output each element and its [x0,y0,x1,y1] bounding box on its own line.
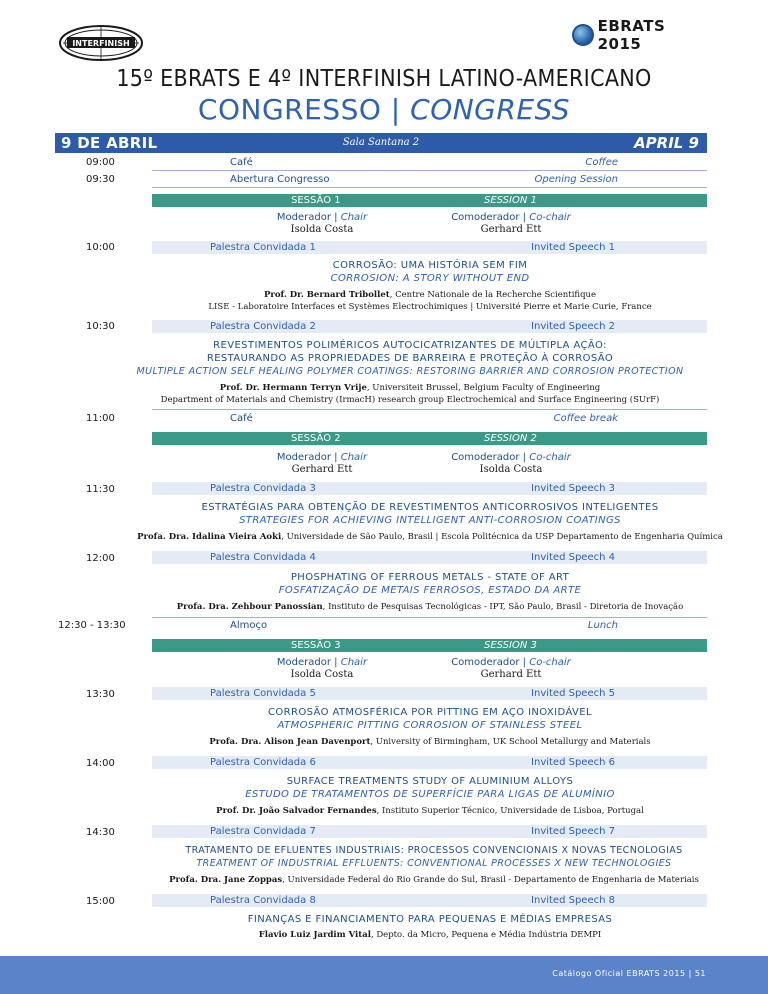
mod-role-en: Chair [340,452,368,463]
speech-label-en: Invited Speech 8 [531,895,615,906]
comoderator: Comoderador | Co-chair Gerhard Ett [446,212,576,235]
page-footer [0,956,768,994]
speech-bar [152,241,707,254]
mod-role-en: Chair [340,657,368,668]
divider [152,170,707,171]
talk-title-en: CORROSION: A STORY WITHOUT END [330,273,530,284]
speaker [60,382,760,406]
speaker-name: Profa. Dra. Zehbour Panossian [176,602,323,612]
talk-title-en: FOSFATIZAÇÃO DE METAIS FERROSOS, ESTADO DA ARTE [278,585,582,596]
speaker-name: Prof. Dr. Hermann Terryn Vrije [219,383,367,393]
speaker [90,531,768,543]
speaker [120,289,740,313]
time-label: 10:00 [86,242,115,253]
divider [152,617,707,618]
row-label-pt: Abertura Congresso [230,174,330,185]
speaker-name: Prof. Dr. João Salvador Fernandes [216,806,377,816]
speaker [120,601,740,613]
talk-title-en: ATMOSPHERIC PITTING CORROSION OF STAINLESS STEEL [277,720,583,731]
interfinish-logo [58,24,144,62]
speaker [120,929,740,941]
speech-label-pt: Palestra Convidada 6 [210,757,316,768]
session-pt: SESSÃO 3 [291,640,341,651]
mod-name: Isolda Costa [290,669,354,680]
comod-role: Comoderador [451,657,520,668]
mod-name: Isolda Costa [290,224,354,235]
time-label: 10:30 [86,321,115,332]
talk-block [120,571,740,613]
comod-role: Comoderador [451,212,520,223]
room-label: Sala Santana 2 [342,137,420,148]
talk-title-pt: ESTRATÉGIAS PARA OBTENÇÃO DE REVESTIMENTOS ANTICORROSIVOS INTELIGENTES [201,502,659,513]
mod-role: Moderador [276,212,331,223]
speech-label-pt: Palestra Convidada 7 [210,826,316,837]
row-label-en: Coffee break [553,413,618,424]
speaker-affiliation: , Universidade de São Paulo, Brasil | Escola Politécnica da USP Departamento de Engenharia Química [281,532,723,542]
speaker-affiliation: , Instituto de Pesquisas Tecnológicas - IPT, São Paulo, Brasil - Diretoria de Inovação [322,602,684,612]
speaker-affiliation: , Instituto Superior Técnico, Universidade de Lisboa, Portugal [376,806,644,816]
speaker [120,805,740,817]
speaker-name: Profa. Dra. Alison Jean Davenport [209,737,371,747]
speech-label-en: Invited Speech 1 [531,242,615,253]
talk-block [120,775,740,817]
talk-title-en: TREATMENT OF INDUSTRIAL EFFLUENTS: CONVENTIONAL PROCESSES X NEW TECHNOLOGIES [196,858,672,869]
speech-label-en: Invited Speech 6 [531,757,615,768]
time-label: 12:00 [86,553,115,564]
divider [152,409,707,410]
speaker-name: Flavio Luiz Jardim Vital [258,930,371,940]
row-label-en: Opening Session [534,174,618,185]
speech-label-en: Invited Speech 2 [531,321,615,332]
title-sep: | [390,93,401,126]
time-label: 14:00 [86,758,115,769]
day-bar [55,133,707,153]
speech-bar [152,687,707,700]
talk-block [84,844,768,886]
session-en: SESSION 3 [484,640,537,651]
talk-title-en: STRATEGIES FOR ACHIEVING INTELLIGENT ANTI-CORROSION COATINGS [239,515,621,526]
talk-title-pt: PHOSPHATING OF FERROUS METALS - STATE OF ART [290,572,570,583]
day-pt: 9 DE ABRIL [61,134,158,152]
row-label-en: Coffee [585,157,618,168]
talk-block [90,501,768,543]
mod-role: Moderador [276,657,331,668]
speaker-affiliation: , Depto. da Micro, Pequena e Média Indústria DEMPI [370,930,602,940]
time-label: 14:30 [86,827,115,838]
row-label-pt: Almoço [230,620,268,631]
comod-role: Comoderador [451,452,520,463]
mod-role: Moderador [276,452,331,463]
speech-bar [152,551,707,564]
ebrats-logo [572,17,712,53]
speech-label-pt: Palestra Convidada 5 [210,688,316,699]
moderator: Moderador | Chair Isolda Costa [262,212,382,235]
comod-name: Gerhard Ett [480,669,542,680]
time-label: 12:30 - 13:30 [58,620,126,631]
speaker-affiliation-2: LISE - Laboratoire Interfaces et Systèmes Electrochimiques | Université Pierre et Marie Curie, France [208,302,652,312]
time-label: 13:30 [86,689,115,700]
day-en: APRIL 9 [634,134,699,152]
moderator: Moderador | Chair Isolda Costa [262,657,382,680]
session-pt: SESSÃO 2 [291,433,341,444]
ebrats-logo-text: EBRATS 2015 [597,17,666,53]
talk-block [60,339,760,406]
speaker-affiliation: , Centre Nationale de la Recherche Scientifique [389,290,597,300]
time-label: 09:30 [86,174,115,185]
speech-label-en: Invited Speech 7 [531,826,615,837]
speech-label-en: Invited Speech 3 [531,483,615,494]
time-label: 09:00 [86,157,115,168]
row-label-en: Lunch [587,620,618,631]
session-en: SESSION 1 [484,195,537,206]
speech-label-pt: Palestra Convidada 2 [210,321,316,332]
talk-block [120,913,740,941]
speaker [84,874,768,886]
time-label: 11:30 [86,484,115,495]
mod-role-en: Chair [340,212,368,223]
talk-title-pt: CORROSÃO ATMOSFÉRICA POR PITTING EM AÇO INOXIDÁVEL [267,707,592,718]
session-bar [152,432,707,445]
speech-bar [152,825,707,838]
speech-bar [152,756,707,769]
speaker-name: Profa. Dra. Idalina Vieira Aoki [137,532,282,542]
comod-name: Isolda Costa [479,464,543,475]
speaker-name: Prof. Dr. Bernard Tribollet [263,290,390,300]
talk-title-pt: SURFACE TREATMENTS STUDY OF ALUMINIUM ALLOYS [286,776,574,787]
comoderator: Comoderador | Co-chair Isolda Costa [446,452,576,475]
speech-label-en: Invited Speech 5 [531,688,615,699]
speaker-name: Profa. Dra. Jane Zoppas [169,875,283,885]
comoderator: Comoderador | Co-chair Gerhard Ett [446,657,576,680]
divider [152,187,707,188]
speech-bar [152,320,707,333]
talk-title-pt: FINANÇAS E FINANCIAMENTO PARA PEQUENAS E MÉDIAS EMPRESAS [247,914,613,925]
session-bar [152,194,707,207]
speaker-affiliation-2: Department of Materials and Chemistry (IrmacH) research group Electrochemical and Surface Engineering (SUrF) [160,395,660,405]
speech-label-pt: Palestra Convidada 8 [210,895,316,906]
speaker [120,736,740,748]
page-title [0,93,768,126]
session-en: SESSION 2 [484,433,537,444]
speech-label-pt: Palestra Convidada 1 [210,242,316,253]
mod-name: Gerhard Ett [291,464,353,475]
title-pt: CONGRESSO [197,93,382,126]
talk-title-en: MULTIPLE ACTION SELF HEALING POLYMER COATINGS: RESTORING BARRIER AND CORROSION PROTECTION [136,366,684,377]
session-bar [152,639,707,652]
speech-bar [152,894,707,907]
speech-label-en: Invited Speech 4 [531,552,615,563]
talk-block [120,706,740,748]
footer-text: Catálogo Oficial EBRATS 2015 | 51 [552,969,706,978]
comod-role-en: Co-chair [529,657,571,668]
speech-label-pt: Palestra Convidada 3 [210,483,316,494]
comod-role-en: Co-chair [529,212,571,223]
talk-title-pt: REVESTIMENTOS POLIMÉRICOS AUTOCICATRIZANTES DE MÚLTIPLA AÇÃO: [213,340,607,351]
svg-text:INTERFINISH: INTERFINISH [72,39,130,48]
time-label: 11:00 [86,413,115,424]
talk-title-en: ESTUDO DE TRATAMENTOS DE SUPERFÍCIE PARA LIGAS DE ALUMÍNIO [245,789,615,800]
speech-bar [152,482,707,495]
talk-title-pt-2: RESTAURANDO AS PROPRIEDADES DE BARREIRA E PROTEÇÃO À CORROSÃO [206,353,614,364]
speaker-affiliation: , University of Birmingham, UK School Metallurgy and Materials [370,737,651,747]
globe-icon [572,24,594,46]
talk-block [120,259,740,313]
talk-title-pt: TRATAMENTO DE EFLUENTES INDUSTRIAIS: PROCESSOS CONVENCIONAIS X NOVAS TECNOLOGIAS [185,845,683,856]
speaker-affiliation: , Universidade Federal do Rio Grande do Sul, Brasil - Departamento de Engenharia de Materiais [282,875,699,885]
time-label: 15:00 [86,896,115,907]
session-pt: SESSÃO 1 [291,195,341,206]
speaker-affiliation: , Universiteit Brussel, Belgium Faculty of Engineering [366,383,601,393]
title-en: CONGRESS [410,93,571,126]
moderator: Moderador | Chair Gerhard Ett [262,452,382,475]
row-label-pt: Café [230,413,253,424]
row-label-pt: Café [230,157,253,168]
event-title: 15º EBRATS E 4º INTERFINISH LATINO-AMERICANO [116,66,652,92]
speech-label-pt: Palestra Convidada 4 [210,552,316,563]
comod-role-en: Co-chair [529,452,571,463]
talk-title-pt: CORROSÃO: UMA HISTÓRIA SEM FIM [332,260,528,271]
comod-name: Gerhard Ett [480,224,542,235]
